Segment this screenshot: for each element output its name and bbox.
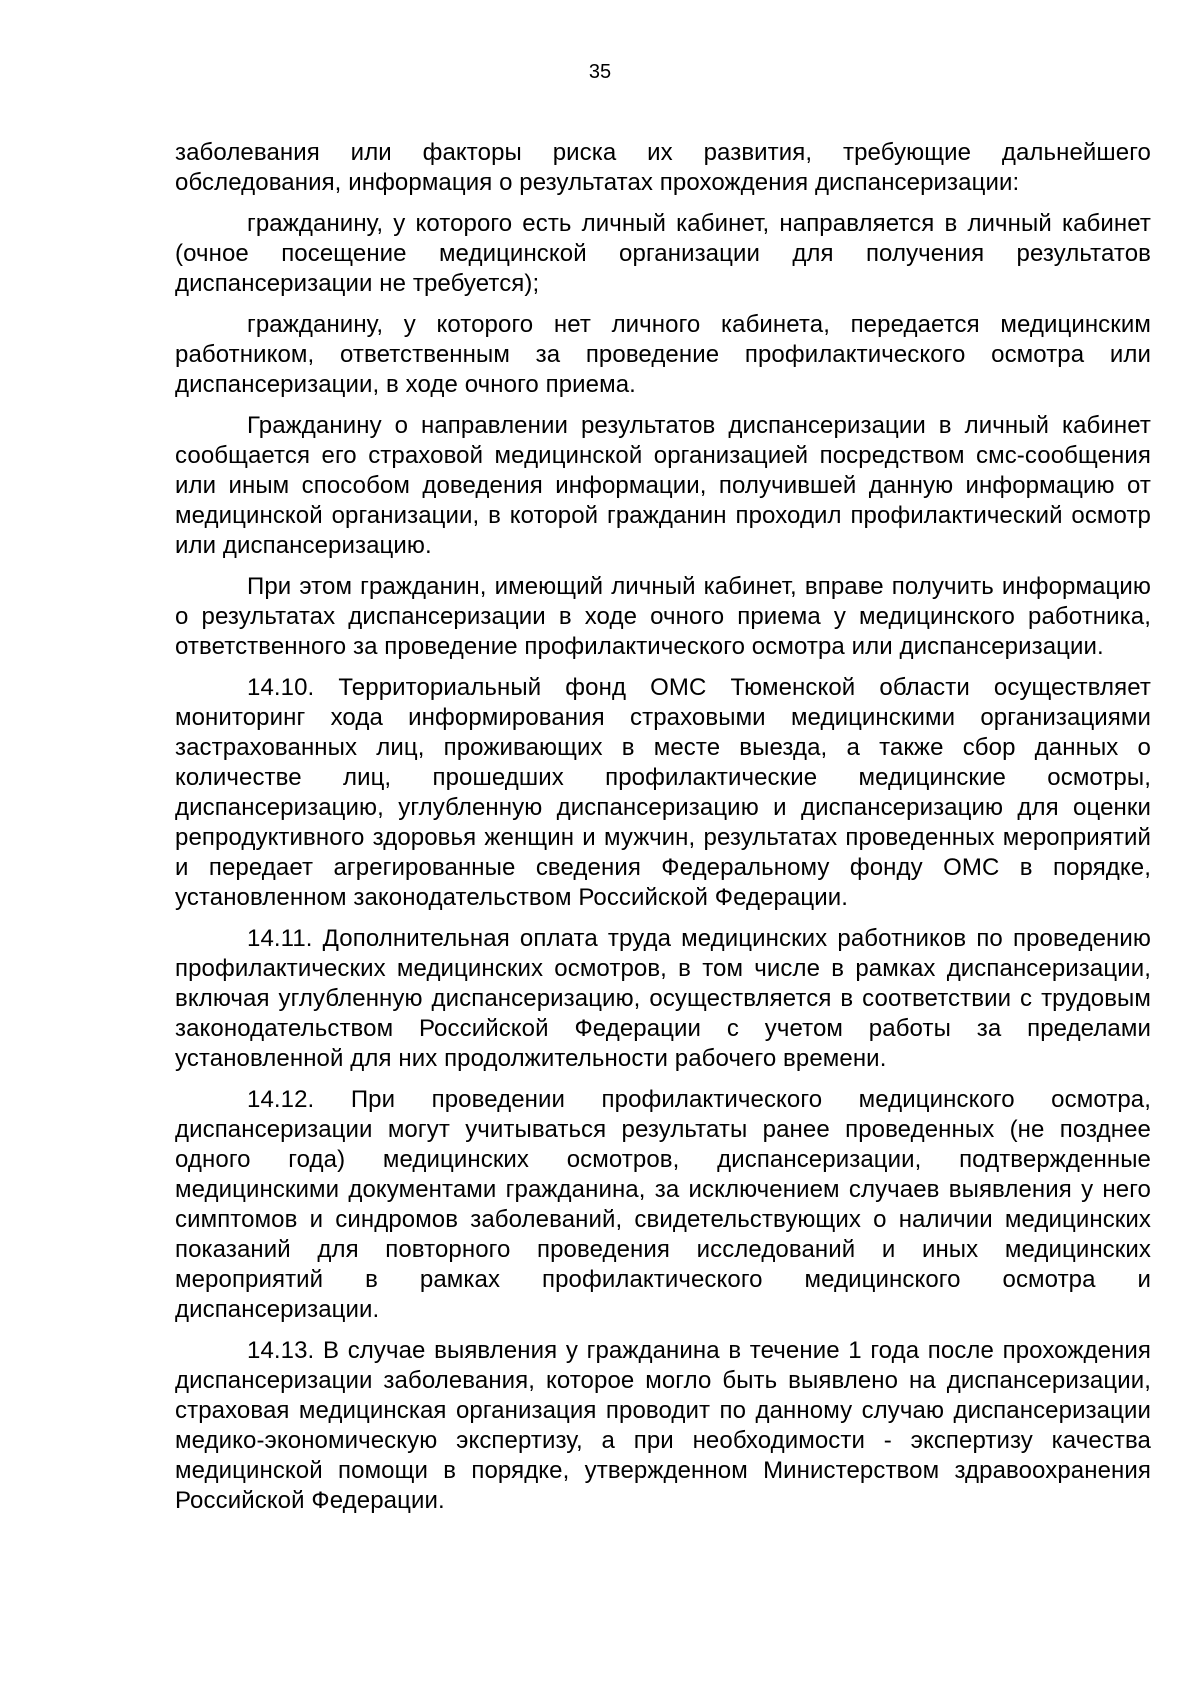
document-body [175,138,1151,1516]
paragraph-14-12: 14.12. При проведении профилактического медицинского осмотра, диспансеризации могут учитываться результаты ранее проведенных (не позднее одного года) медицинских осмотров, диспансеризации, подтвержденные медицинскими документами гражданина, за исключением случаев выявления у него симптомов и синдромов заболеваний, свидетельствующих о наличии медицинских показаний для повторного проведения исследований и иных медицинских мероприятий в рамках профилактического медицинского осмотра и диспансеризации. [175,1086,1151,1323]
paragraph-continuation: заболевания или факторы риска их развития, требующие дальнейшего обследования, информация о результатах прохождения диспансеризации: [175,139,1151,196]
paragraph-no-personal-cabinet: гражданину, у которого нет личного кабинета, передается медицинским работником, ответственным за проведение профилактического осмотра или диспансеризации, в ходе очного приема. [175,311,1151,398]
paragraph-14-13: 14.13. В случае выявления у гражданина в течение 1 года после прохождения диспансеризации заболевания, которое могло быть выявлено на диспансеризации, страховая медицинская организация проводит по данному случаю диспансеризации медико-экономическую экспертизу, а при необходимости - экспертизу качества медицинской помощи в порядке, утвержденном Министерством здравоохранения Российской Федерации. [175,1337,1151,1514]
paragraph-14-10: 14.10. Территориальный фонд ОМС Тюменской области осуществляет мониторинг хода информирования страховыми медицинскими организациями застрахованных лиц, проживающих в месте выезда, а также сбор данных о количестве лиц, прошедших профилактические медицинские осмотры, диспансеризацию, углубленную диспансеризацию и диспансеризацию для оценки репродуктивного здоровья женщин и мужчин, результатах проведенных мероприятий и передает агрегированные сведения Федеральному фонду ОМС в порядке, установленном законодательством Российской Федерации. [175,674,1151,911]
paragraph-notification: Гражданину о направлении результатов диспансеризации в личный кабинет сообщается его страховой медицинской организацией посредством смс-сообщения или иным способом доведения информации, получившей данную информацию от медицинской организации, в которой гражданин проходил профилактический осмотр или диспансеризацию. [175,412,1151,559]
paragraph-in-person-results: При этом гражданин, имеющий личный кабинет, вправе получить информацию о результатах диспансеризации в ходе очного приема у медицинского работника, ответственного за проведение профилактического осмотра или диспансеризации. [175,573,1151,660]
paragraph-personal-cabinet: гражданину, у которого есть личный кабинет, направляется в личный кабинет (очное посещение медицинской организации для получения результатов диспансеризации не требуется); [175,210,1151,297]
paragraph-14-11: 14.11. Дополнительная оплата труда медицинских работников по проведению профилактических медицинских осмотров, в том числе в рамках диспансеризации, включая углубленную диспансеризацию, осуществляется в соответствии с трудовым законодательством Российской Федерации с учетом работы за пределами установленной для них продолжительности рабочего времени. [175,925,1151,1072]
page-number: 35 [588,61,612,83]
